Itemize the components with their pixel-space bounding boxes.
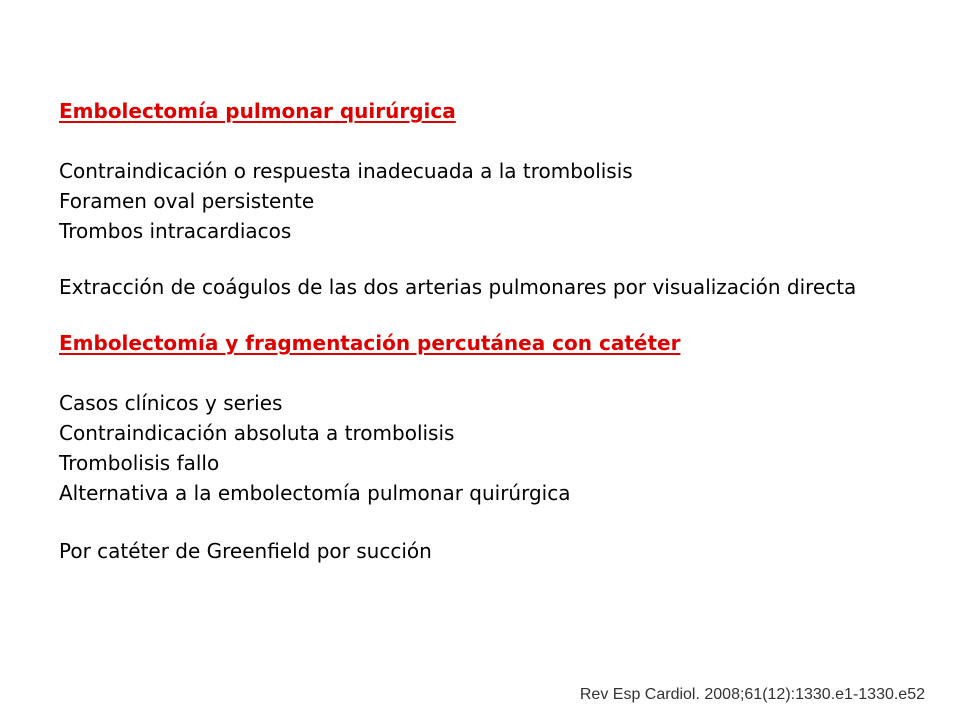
list-item: Casos clínicos y series	[59, 391, 283, 415]
list-item: Contraindicación absoluta a trombolisis	[59, 421, 455, 445]
slide-content	[59, 96, 919, 566]
spacer	[59, 508, 919, 536]
paragraph-greenfield-catheter: Por catéter de Greenfield por succión	[59, 539, 432, 563]
list-item: Trombos intracardiacos	[59, 219, 292, 243]
list-item: Trombolisis fallo	[59, 451, 220, 475]
citation: Rev Esp Cardiol. 2008;61(12):1330.e1-1330.e52	[579, 686, 925, 703]
list-item: Alternativa a la embolectomía pulmonar quirúrgica	[59, 481, 571, 505]
section-heading-catheter-embolectomy: Embolectomía y fragmentación percutánea con catéter	[59, 331, 681, 355]
spacer	[59, 126, 919, 156]
list-item: Contraindicación o respuesta inadecuada a la trombolisis	[59, 159, 633, 183]
paragraph-clot-extraction: Extracción de coágulos de las dos arterias pulmonares por visualización directa	[59, 275, 857, 299]
spacer	[59, 358, 919, 388]
list-item: Foramen oval persistente	[59, 189, 315, 213]
spacer	[59, 246, 919, 274]
section-heading-surgical-embolectomy: Embolectomía pulmonar quirúrgica	[59, 99, 456, 123]
spacer	[59, 300, 919, 328]
